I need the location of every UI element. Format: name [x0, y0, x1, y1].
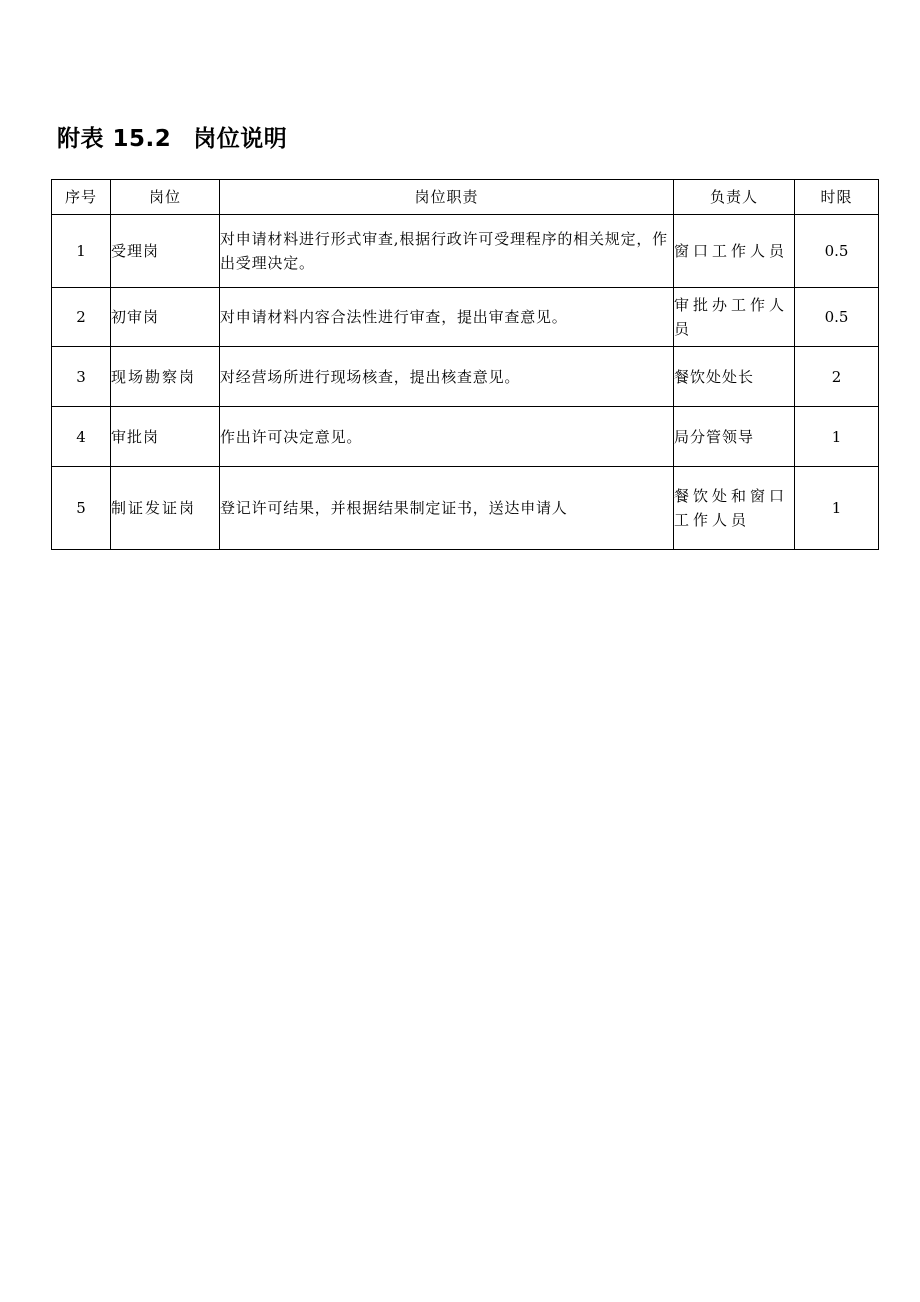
row-limit: 0.5: [795, 215, 879, 288]
table-row: [52, 288, 879, 347]
header-duty: 岗位职责: [220, 180, 674, 215]
page-title: [57, 120, 287, 153]
header-owner: 负责人: [674, 180, 795, 215]
title-prefix: 附表 15.2: [57, 126, 172, 152]
row-duty: 对申请材料进行形式审查,根据行政许可受理程序的相关规定，作出受理决定。: [220, 215, 674, 288]
row-post: 初审岗: [111, 288, 220, 347]
table-row: [52, 347, 879, 407]
row-no: 1: [52, 215, 111, 288]
row-duty: 对申请材料内容合法性进行审查，提出审查意见。: [220, 288, 674, 347]
row-limit: 2: [795, 347, 879, 407]
row-duty: 作出许可决定意见。: [220, 407, 674, 467]
table-row: [52, 467, 879, 550]
row-owner: 窗口工作人员: [674, 215, 795, 288]
row-duty: 登记许可结果，并根据结果制定证书，送达申请人: [220, 467, 674, 550]
row-no: 4: [52, 407, 111, 467]
row-owner: 局分管领导: [674, 407, 795, 467]
post-description-table: [51, 179, 879, 550]
row-limit: 0.5: [795, 288, 879, 347]
header-no: 序号: [52, 180, 111, 215]
row-owner: 餐饮处和窗口工作人员: [674, 467, 795, 550]
table-row: [52, 215, 879, 288]
row-post: 现场勘察岗: [111, 347, 220, 407]
header-post: 岗位: [111, 180, 220, 215]
row-limit: 1: [795, 467, 879, 550]
row-duty: 对经营场所进行现场核查，提出核查意见。: [220, 347, 674, 407]
row-no: 3: [52, 347, 111, 407]
row-owner: 餐饮处处长: [674, 347, 795, 407]
row-post: 受理岗: [111, 215, 220, 288]
row-no: 2: [52, 288, 111, 347]
row-no: 5: [52, 467, 111, 550]
row-post: 审批岗: [111, 407, 220, 467]
table-row: [52, 407, 879, 467]
row-limit: 1: [795, 407, 879, 467]
title-name: 岗位说明: [193, 126, 288, 152]
row-owner: 审批办工作人员: [674, 288, 795, 347]
table-header-row: [52, 180, 879, 215]
header-limit: 时限: [795, 180, 879, 215]
row-post: 制证发证岗: [111, 467, 220, 550]
